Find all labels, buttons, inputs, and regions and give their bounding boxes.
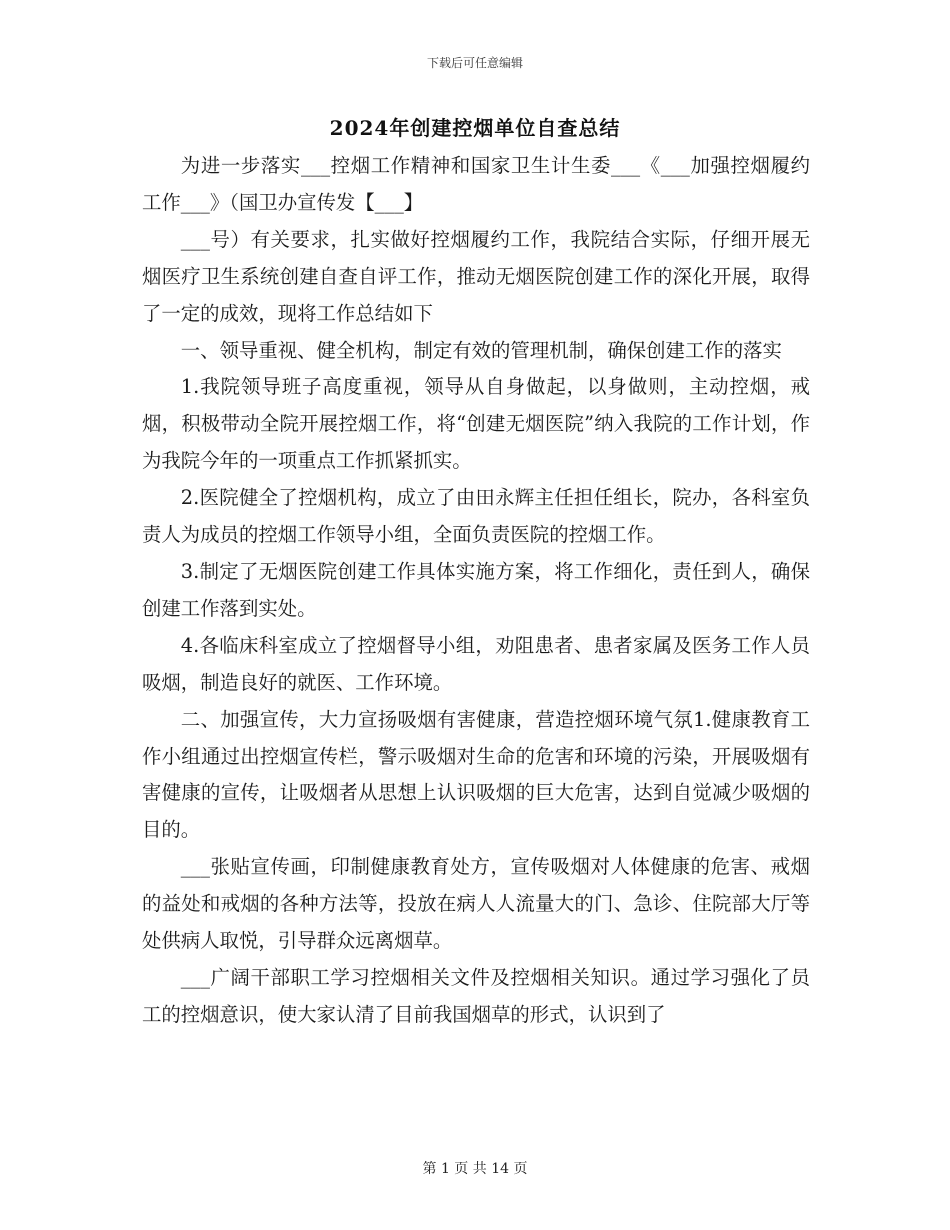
paragraph-10: ___广阔干部职工学习控烟相关文件及控烟相关知识。通过学习强化了员工的控烟意识，使大家认清了目前我国烟草的形式，认识到了	[142, 965, 810, 1026]
paragraph-3: 一、领导重视、健全机构，制定有效的管理机制，确保创建工作的落实	[180, 338, 782, 362]
paragraph-7: 4.各临床科室成立了控烟督导小组，劝阻患者、患者家属及医务工作人员吸烟，制造良好的就医、工作环境。	[142, 633, 810, 694]
page-number-footer: 第 1 页 共 14 页	[422, 1161, 528, 1177]
paragraph-1: 为进一步落实___控烟工作精神和国家卫生计生委___《___加强控烟履约工作___》（国卫办宣传发【___】	[142, 154, 810, 214]
paragraph-9: ___张贴宣传画，印制健康教育处方，宣传吸烟对人体健康的危害、戒烟的益处和戒烟的各种方法等，投放在病人人流量大的门、急诊、住院部大厅等处供病人取悦，引导群众远离烟草。	[142, 855, 810, 953]
page-header-note: 下载后可任意编辑	[426, 56, 523, 70]
document-title: 2024年创建控烟单位自查总结	[329, 116, 621, 140]
paragraph-6: 3.制定了无烟医院创建工作具体实施方案，将工作细化，责任到人，确保创建工作落到实处。	[142, 559, 810, 620]
paragraph-5: 2.医院健全了控烟机构，成立了由田永辉主任担任组长，院办，各科室负责人为成员的控烟工作领导小组，全面负责医院的控烟工作。	[142, 486, 810, 547]
document-body	[142, 148, 810, 1034]
paragraph-2: ___号）有关要求，扎实做好控烟履约工作，我院结合实际，仔细开展无烟医疗卫生系统创建自查自评工作，推动无烟医院创建工作的深化开展，取得了一定的成效，现将工作总结如下	[142, 227, 810, 325]
paragraph-4: 1.我院领导班子高度重视，领导从自身做起，以身做则，主动控烟，戒烟，积极带动全院开展控烟工作，将“创建无烟医院”纳入我院的工作计划，作为我院今年的一项重点工作抓紧抓实。	[142, 375, 810, 473]
paragraph-8: 二、加强宣传，大力宣扬吸烟有害健康，营造控烟环境气氛1.健康教育工作小组通过出控烟宣传栏，警示吸烟对生命的危害和环境的污染，开展吸烟有害健康的宣传，让吸烟者从思想上认识吸烟的巨大危害，达到自觉减少吸烟的目的。	[142, 707, 810, 842]
